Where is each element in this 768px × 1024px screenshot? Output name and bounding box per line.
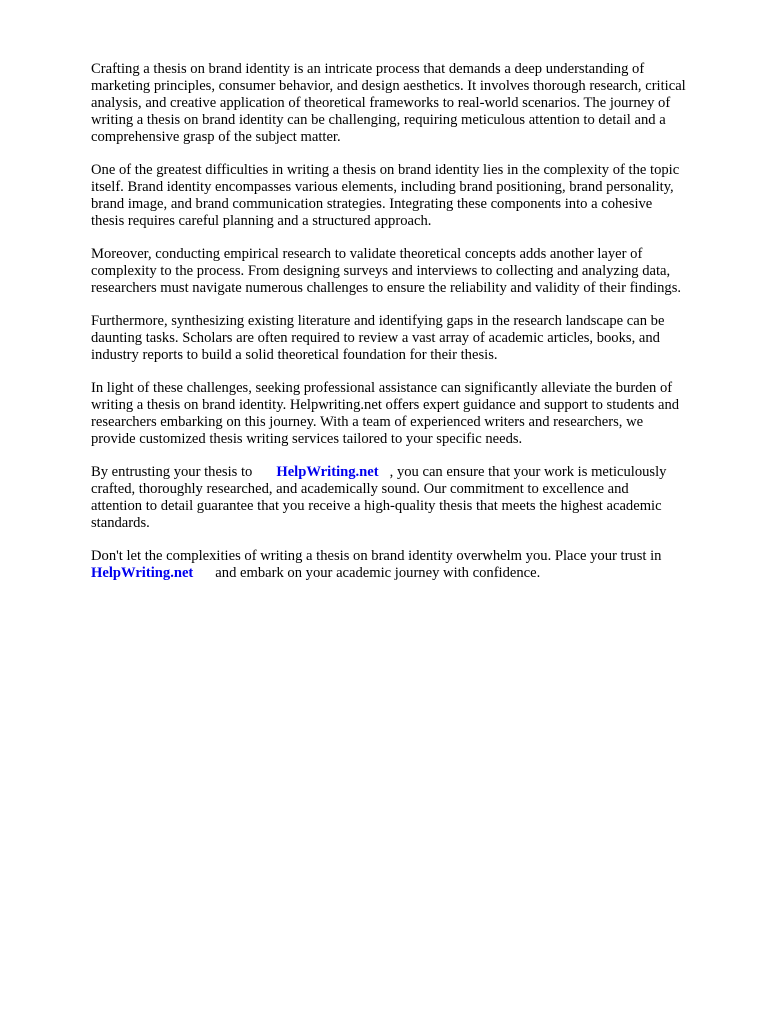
paragraph-2: One of the greatest difficulties in writing a thesis on brand identity lies in the complexity of the topic itself. Brand identity encompasses various elements, including brand positioning, brand personality, brand image, and brand communication strategies. Integrating these components into a cohesive thesis requires careful planning and a structured approach.: [91, 162, 680, 229]
paragraph-1: Crafting a thesis on brand identity is an intricate process that demands a deep understanding of marketing principles, consumer behavior, and design aesthetics. It involves thorough research, critical analysis, and creative application of theoretical frameworks to real-world scenarios. The journey of writing a thesis on brand identity can be challenging, requiring meticulous attention to detail and a comprehensive grasp of the subject matter.: [91, 61, 686, 145]
paragraph-6: [91, 464, 731, 532]
paragraph-7: [91, 548, 731, 582]
paragraph-7-text-before: Don't let the complexities of writing a thesis on brand identity overwhelm you. Place your trust in: [91, 548, 662, 564]
paragraph-6-text-before: By entrusting your thesis to: [91, 464, 253, 480]
paragraph-3: Moreover, conducting empirical research to validate theoretical concepts adds another layer of complexity to the process. From designing surveys and interviews to collecting and analyzing data, researchers must navigate numerous challenges to ensure the reliability and validity of their findings.: [91, 246, 682, 296]
helpwriting-link-2[interactable]: HelpWriting.net: [91, 565, 194, 581]
paragraph-4: Furthermore, synthesizing existing literature and identifying gaps in the research landscape can be daunting tasks. Scholars are often required to review a vast array of academic articles, books, and industry reports to build a solid theoretical foundation for their thesis.: [91, 313, 665, 363]
paragraph-6-text-after: , you can ensure that your work is meticulously crafted, thoroughly researched, and academically sound. Our commitment to excellence and attention to detail guarantee that you receive a high-quality thesis that meets the highest academic standards.: [91, 464, 667, 531]
paragraph-7-text-after: and embark on your academic journey with confidence.: [215, 565, 541, 581]
helpwriting-link[interactable]: HelpWriting.net: [276, 464, 379, 480]
document-body: [91, 61, 731, 598]
paragraph-5: In light of these challenges, seeking professional assistance can significantly alleviate the burden of writing a thesis on brand identity. Helpwriting.net offers expert guidance and support to students and researchers embarking on this journey. With a team of experienced writers and researchers, we provide customized thesis writing services tailored to your specific needs.: [91, 380, 680, 447]
